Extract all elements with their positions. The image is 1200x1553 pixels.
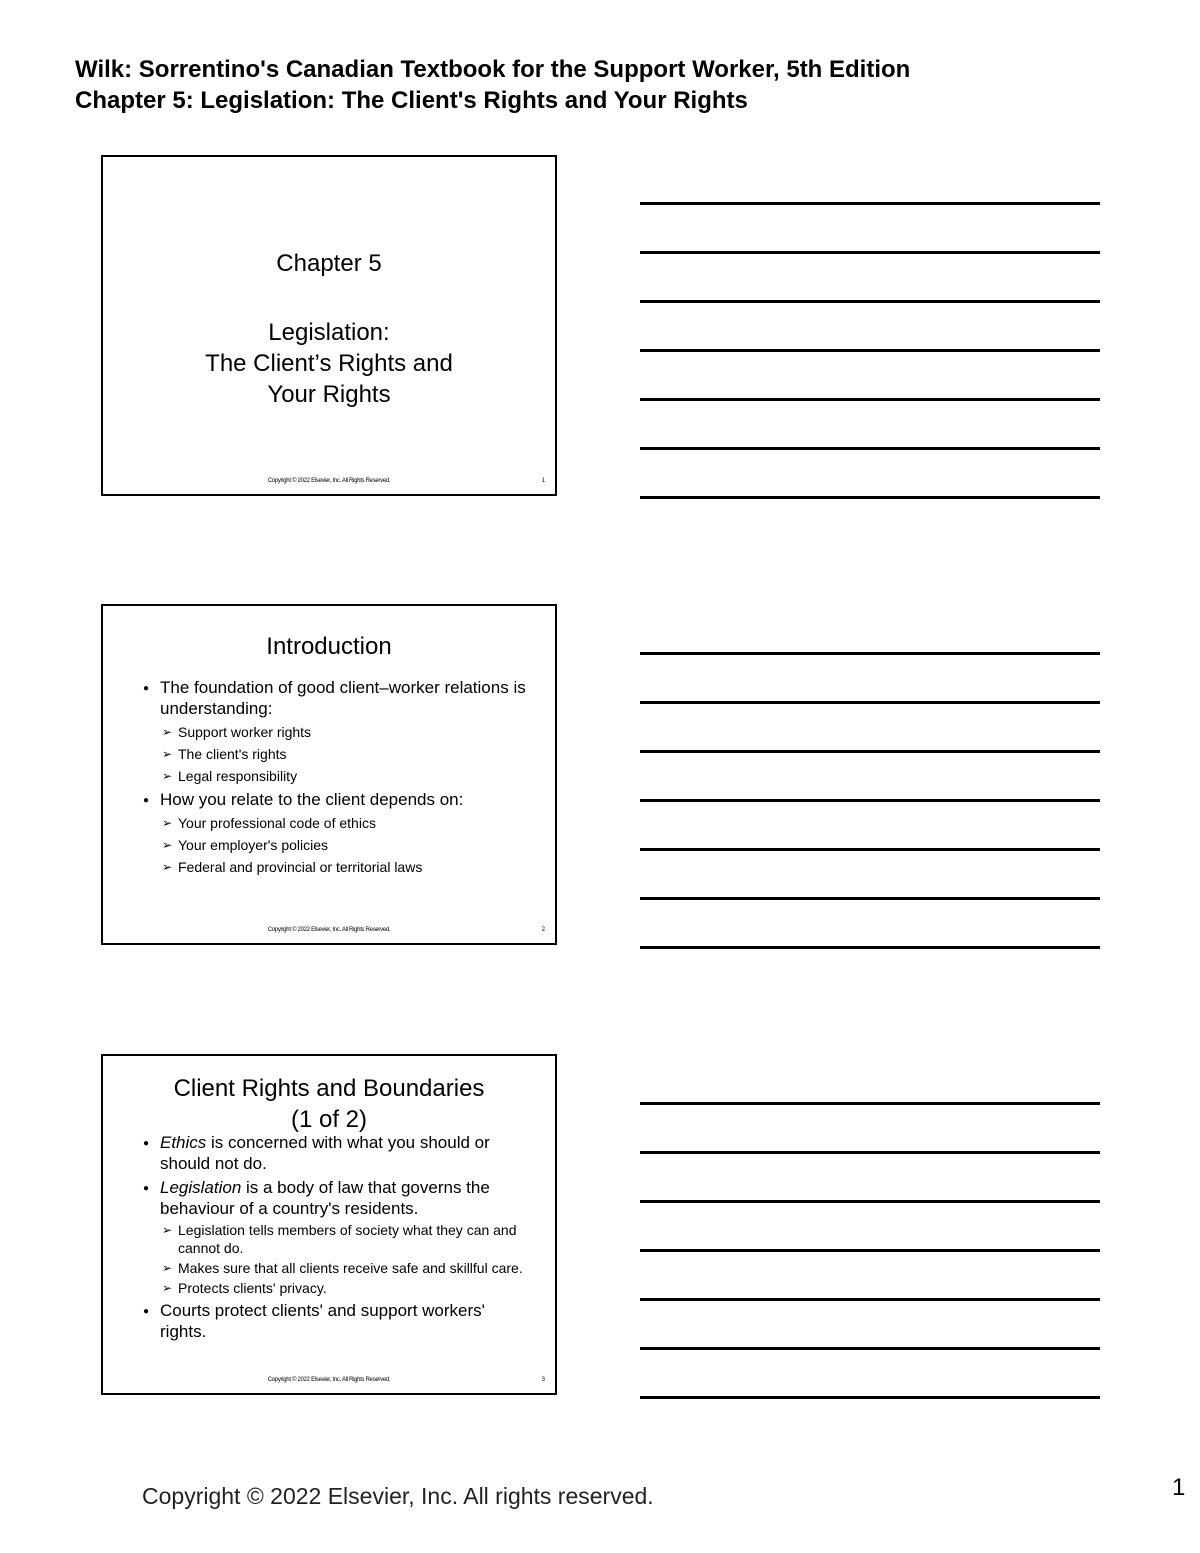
note-line (640, 799, 1100, 802)
document-header (75, 54, 910, 116)
note-line (640, 349, 1100, 352)
sub-bullet: ➢ Makes sure that all clients receive safe and skillful care. (141, 1259, 535, 1277)
slide-1-subtitle (103, 317, 555, 410)
note-line (640, 496, 1100, 499)
title-line: (1 of 2) (290, 1106, 368, 1133)
bullet: ● Courts protect clients' and support workers' rights. (141, 1300, 535, 1342)
bullet (141, 1177, 535, 1219)
note-line (640, 946, 1100, 949)
note-line (640, 750, 1100, 753)
note-line (640, 1151, 1100, 1154)
slide-number: 3 (541, 1377, 545, 1383)
bullet (141, 1132, 535, 1174)
sub-bullet: ➢ Support worker rights (141, 723, 535, 741)
sub-bullet: ➢ Your professional code of ethics (141, 814, 535, 832)
note-line (640, 1347, 1100, 1350)
note-lines-3 (640, 1102, 1100, 1445)
note-line (640, 398, 1100, 401)
subtitle-line: Legislation: (268, 319, 390, 346)
sub-bullet: ➢ Protects clients' privacy. (141, 1279, 535, 1297)
slide-2 (101, 604, 557, 945)
term: Legislation (160, 1178, 242, 1197)
note-line (640, 897, 1100, 900)
sub-bullet: ➢ Legal responsibility (141, 767, 535, 785)
note-line (640, 1396, 1100, 1399)
slide-number: 1 (541, 478, 545, 484)
bullet: ● How you relate to the client depends on: (141, 789, 535, 810)
bullet-text: is concerned with what you should or should not do. (160, 1133, 490, 1173)
slide-3-title (103, 1073, 555, 1135)
page-number: 1 (1172, 1474, 1186, 1501)
slide-copyright: Copyright © 2022 Elsevier, Inc. All Rights Reserved. (267, 1377, 391, 1383)
subtitle-line: The Client’s Rights and (205, 350, 453, 377)
sub-bullet: ➢ Legislation tells members of society what they can and cannot do. (141, 1221, 535, 1257)
note-line (640, 447, 1100, 450)
subtitle-line: Your Rights (267, 381, 391, 408)
slide-copyright: Copyright © 2022 Elsevier, Inc. All Rights Reserved. (267, 927, 391, 933)
note-line (640, 202, 1100, 205)
slide-3-bullets (141, 1132, 535, 1342)
note-line (640, 701, 1100, 704)
note-lines-1 (640, 202, 1100, 545)
chapter-title: Chapter 5: Legislation: The Client's Rights and Your Rights (75, 87, 748, 114)
sub-bullet: ➢ Your employer's policies (141, 836, 535, 854)
page-copyright: Copyright © 2022 Elsevier, Inc. All rights reserved. (142, 1483, 654, 1509)
term: Ethics (160, 1133, 207, 1152)
slide-number: 2 (541, 927, 545, 933)
note-line (640, 300, 1100, 303)
note-line (640, 1200, 1100, 1203)
slide-3 (101, 1054, 557, 1395)
slide-1-chapter: Chapter 5 (276, 250, 382, 277)
note-line (640, 1102, 1100, 1105)
sub-bullet: ➢ The client's rights (141, 745, 535, 763)
slide-2-bullets (141, 677, 535, 876)
note-line (640, 1298, 1100, 1301)
slide-1 (101, 155, 557, 496)
slide-2-title: Introduction (266, 633, 392, 660)
title-line: Client Rights and Boundaries (173, 1075, 485, 1102)
slide-copyright: Copyright © 2022 Elsevier, Inc. All Rights Reserved. (267, 478, 391, 484)
note-line (640, 251, 1100, 254)
bullet: ● The foundation of good client–worker relations is understanding: (141, 677, 535, 719)
sub-bullet: ➢ Federal and provincial or territorial laws (141, 858, 535, 876)
note-line (640, 1249, 1100, 1252)
note-lines-2 (640, 652, 1100, 995)
note-line (640, 848, 1100, 851)
bullet-text: is a body of law that governs the behaviour of a country's residents. (160, 1178, 490, 1218)
book-title: Wilk: Sorrentino's Canadian Textbook for the Support Worker, 5th Edition (75, 56, 911, 83)
note-line (640, 652, 1100, 655)
